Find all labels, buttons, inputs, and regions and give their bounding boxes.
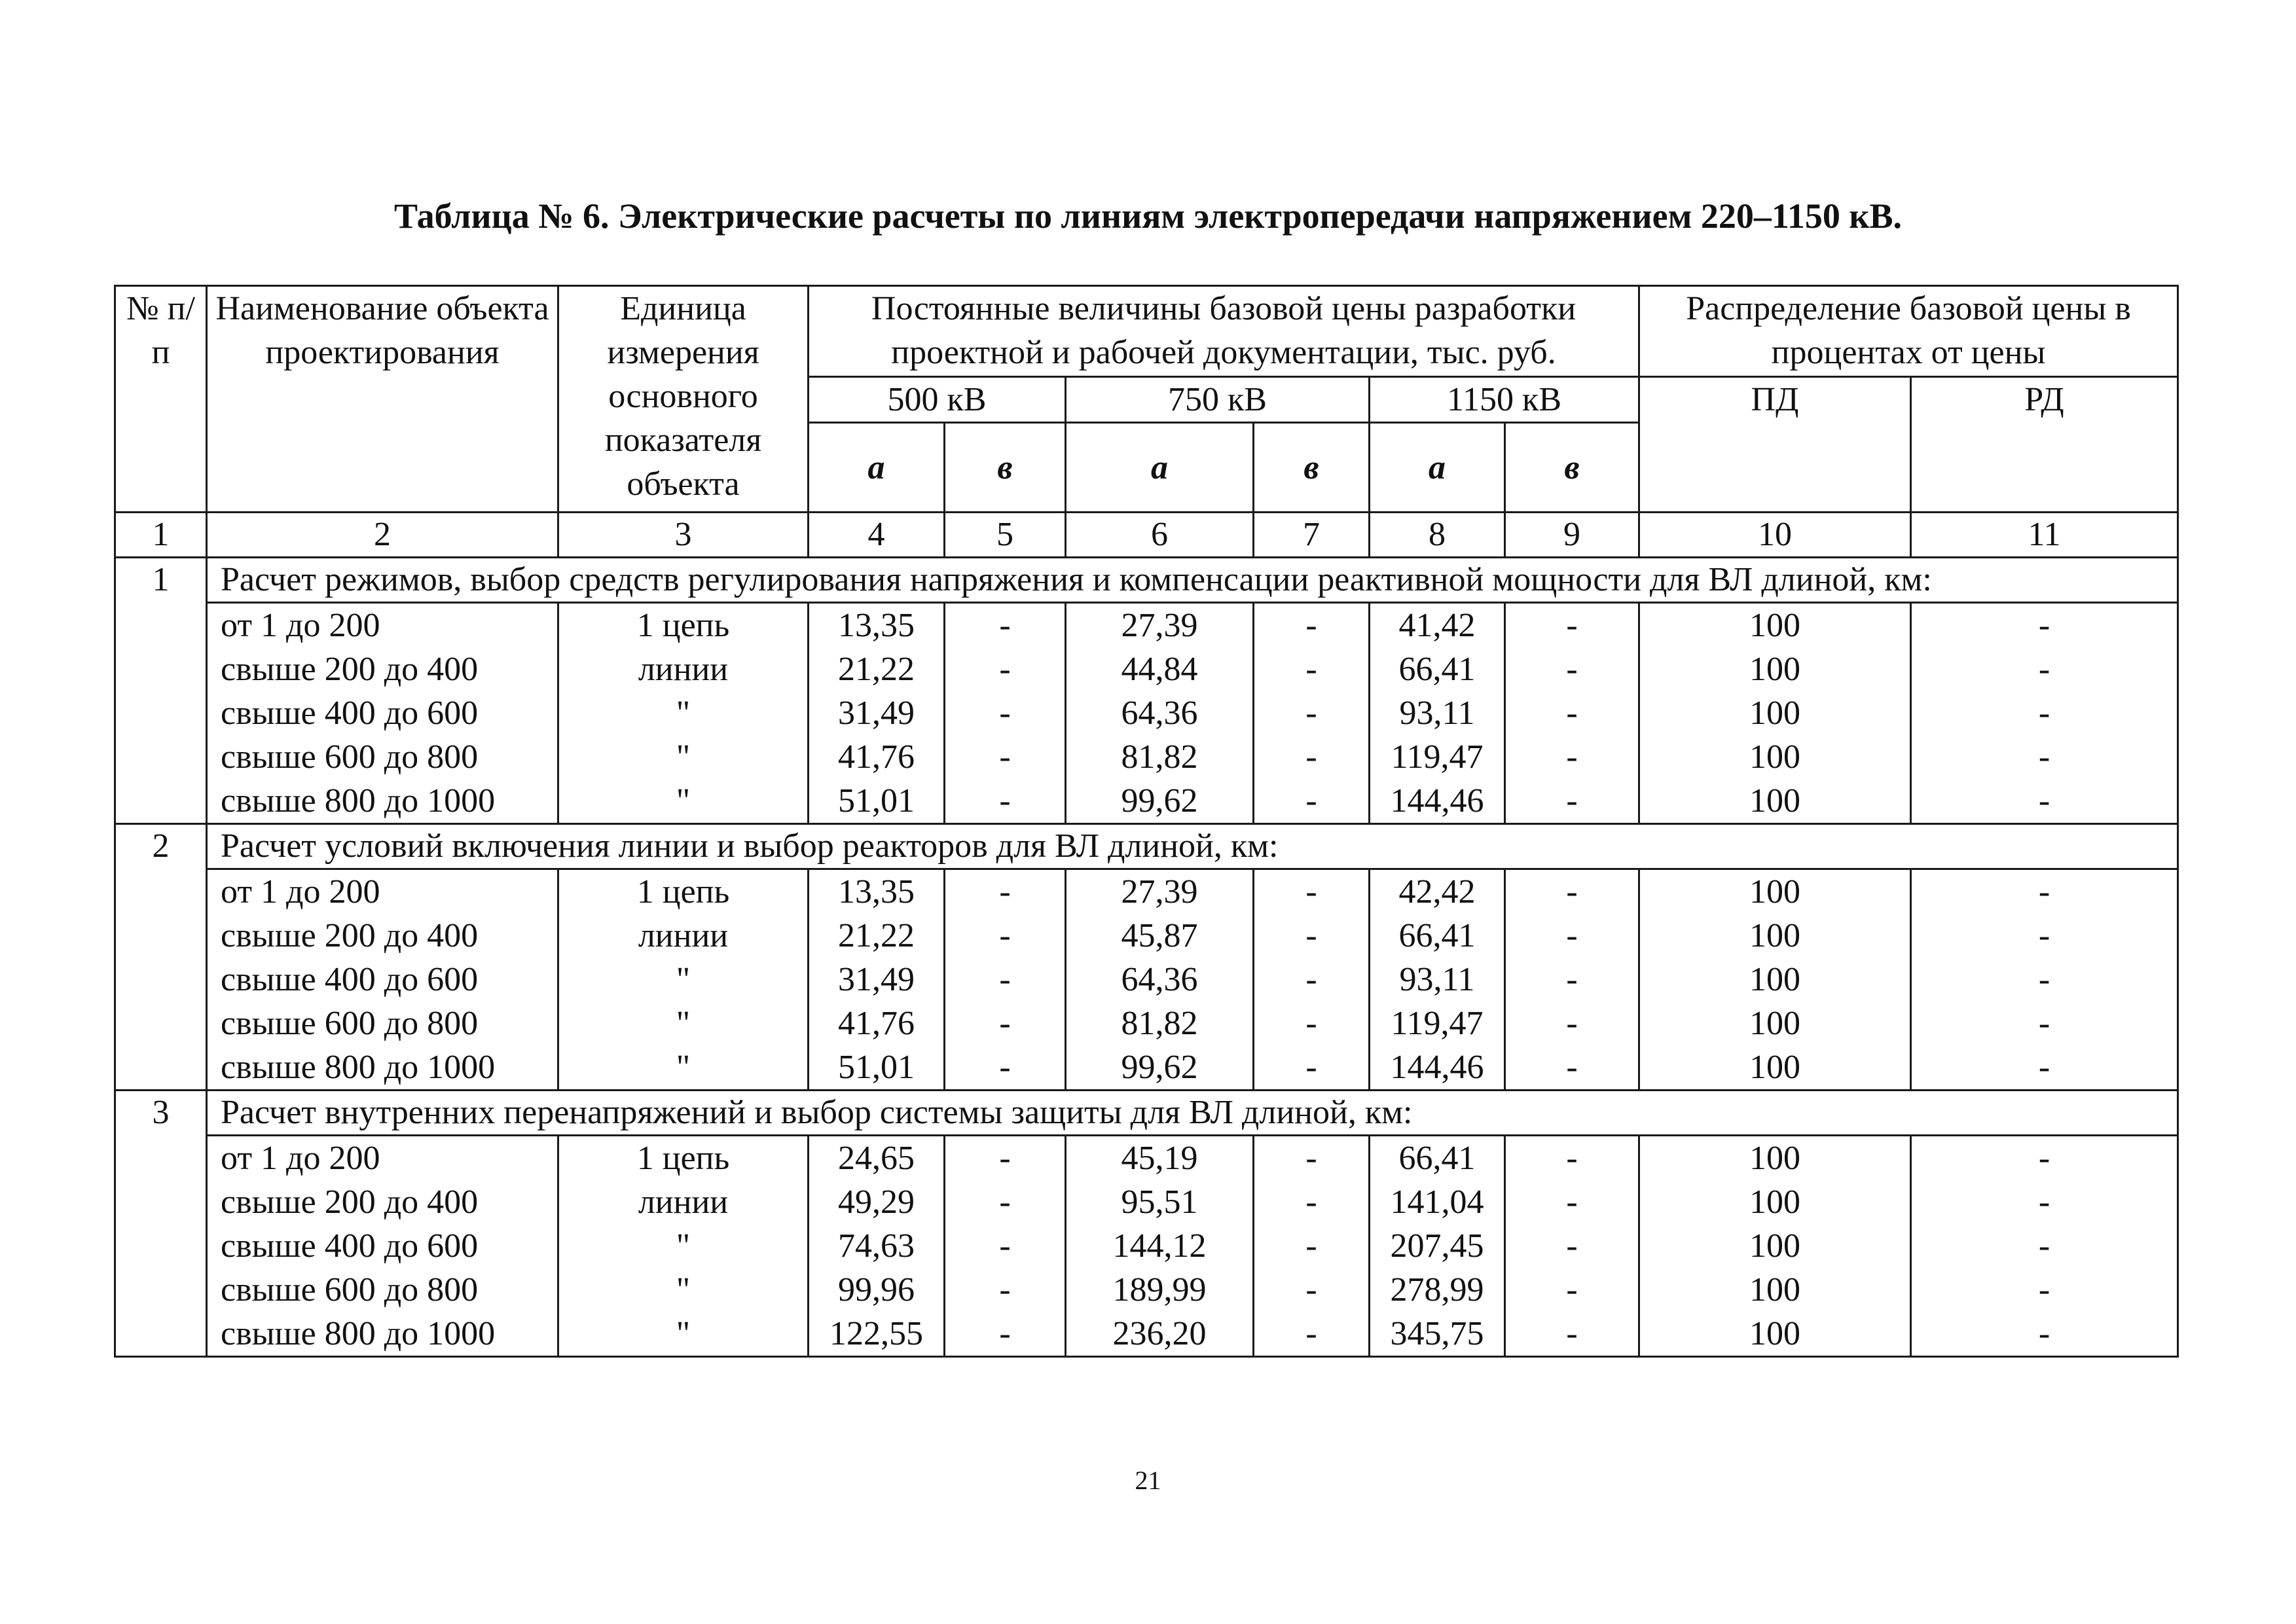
row-name: свыше 400 до 600 [207,1224,558,1268]
table-cell: - [945,603,1066,648]
header-1150kv: 1150 кВ [1370,377,1639,423]
row-name: свыше 600 до 800 [207,1001,558,1045]
table-cell: 81,82 [1066,1001,1254,1045]
table-cell: 66,41 [1370,1136,1505,1181]
table-cell: 27,39 [1066,603,1254,648]
row-name: свыше 200 до 400 [207,1180,558,1224]
header-name: Наименование объекта проектирования [207,286,558,513]
table-cell: - [1911,1001,2178,1045]
row-name: свыше 600 до 800 [207,735,558,779]
table-cell: - [1505,691,1639,735]
col-num: 9 [1505,513,1639,558]
table-cell: - [1254,1001,1370,1045]
table-cell: 13,35 [809,603,945,648]
table-cell: 345,75 [1370,1312,1505,1357]
col-num: 8 [1370,513,1505,558]
col-num: 6 [1066,513,1254,558]
table-cell: - [1254,1180,1370,1224]
table-cell: 93,11 [1370,691,1505,735]
table-row [115,691,2178,735]
header-const-prices: Постоянные величины базовой цены разработки проектной и рабочей документации, тыс. руб. [809,286,1639,377]
row-name: от 1 до 200 [207,869,558,914]
table-cell: 42,42 [1370,869,1505,914]
table-cell: - [945,1136,1066,1181]
col-num: 4 [809,513,945,558]
table-cell: 100 [1639,1136,1911,1181]
table-cell: 100 [1639,1224,1911,1268]
table-cell: - [945,1268,1066,1312]
row-name: свыше 800 до 1000 [207,1045,558,1091]
table-cell: " [558,1268,809,1312]
section-title-row [115,824,2178,869]
table-cell: 24,65 [809,1136,945,1181]
table-cell: - [1911,691,2178,735]
table-cell: - [1911,914,2178,958]
table-cell: 49,29 [809,1180,945,1224]
table-cell: - [1505,1180,1639,1224]
table-row [115,735,2178,779]
table-row [115,1268,2178,1312]
table-row [115,958,2178,1001]
table-cell: 236,20 [1066,1312,1254,1357]
table-cell: 51,01 [809,779,945,824]
table-cell: - [945,691,1066,735]
row-name: свыше 200 до 400 [207,914,558,958]
table-cell: 93,11 [1370,958,1505,1001]
table-cell: - [1911,958,2178,1001]
table-cell: 13,35 [809,869,945,914]
table-cell: - [1254,647,1370,691]
col-num: 7 [1254,513,1370,558]
table-row [115,1136,2178,1181]
table-cell: 64,36 [1066,958,1254,1001]
table-cell: - [1911,779,2178,824]
column-numbers-row [115,513,2178,558]
table-cell: - [1911,647,2178,691]
table-cell: 100 [1639,1268,1911,1312]
table-cell: - [1505,735,1639,779]
table-cell: 100 [1639,1312,1911,1357]
table-cell: " [558,958,809,1001]
table-cell: 1 цепь [558,603,809,648]
table-cell: - [945,1224,1066,1268]
table-cell: 1 цепь [558,869,809,914]
table-cell: 100 [1639,914,1911,958]
header-750kv: 750 кВ [1066,377,1370,423]
table-cell: - [1505,958,1639,1001]
table-row [115,914,2178,958]
header-1150-v: в [1505,423,1639,513]
col-num: 3 [558,513,809,558]
table-cell: - [945,869,1066,914]
table-cell: - [1911,735,2178,779]
table-cell: - [1254,1268,1370,1312]
table-cell: - [1254,1136,1370,1181]
table-cell: " [558,1312,809,1357]
table-cell: 21,22 [809,647,945,691]
table-cell: - [1254,869,1370,914]
table-cell: 100 [1639,779,1911,824]
table-cell: - [1505,1001,1639,1045]
row-name: свыше 200 до 400 [207,647,558,691]
table-cell: - [1254,603,1370,648]
section-title: Расчет условий включения линии и выбор реакторов для ВЛ длиной, км: [207,824,2178,869]
table-cell: 100 [1639,958,1911,1001]
table-cell: 41,76 [809,1001,945,1045]
table-cell: 189,99 [1066,1268,1254,1312]
table-cell: - [1911,1268,2178,1312]
table-cell: - [945,914,1066,958]
table-cell: " [558,691,809,735]
table-cell: 66,41 [1370,914,1505,958]
table-cell: линии [558,647,809,691]
table-cell: - [1254,1224,1370,1268]
table-cell: " [558,1224,809,1268]
table-cell: - [1505,869,1639,914]
table-cell: 99,62 [1066,779,1254,824]
table-cell: 100 [1639,1001,1911,1045]
table-cell: 51,01 [809,1045,945,1091]
section-title-row [115,558,2178,603]
table-cell: - [945,1001,1066,1045]
header-500-v: в [945,423,1066,513]
table-cell: " [558,735,809,779]
calculation-table [114,285,2179,1358]
table-row [115,1001,2178,1045]
table-cell: 119,47 [1370,735,1505,779]
header-distribution: Распределение базовой цены в процентах от цены [1639,286,2178,377]
table-cell: - [1911,869,2178,914]
table-cell: 31,49 [809,691,945,735]
header-750-v: в [1254,423,1370,513]
table-row [115,1045,2178,1091]
table-cell: 100 [1639,1045,1911,1091]
table-cell: - [1254,735,1370,779]
table-cell: 31,49 [809,958,945,1001]
table-cell: - [1505,1312,1639,1357]
section-number: 2 [115,824,207,1091]
table-cell: " [558,1001,809,1045]
table-cell: - [1911,1224,2178,1268]
col-num: 10 [1639,513,1911,558]
table-cell: - [945,735,1066,779]
table-cell: - [945,1312,1066,1357]
table-row [115,779,2178,824]
table-cell: 66,41 [1370,647,1505,691]
table-cell: - [1911,1180,2178,1224]
table-cell: 1 цепь [558,1136,809,1181]
header-1150-a: а [1370,423,1505,513]
table-cell: линии [558,1180,809,1224]
table-row [115,1312,2178,1357]
table-cell: 74,63 [809,1224,945,1268]
row-name: свыше 400 до 600 [207,691,558,735]
section-title: Расчет режимов, выбор средств регулирования напряжения и компенсации реактивной мощности для ВЛ длиной, км: [207,558,2178,603]
table-cell: 64,36 [1066,691,1254,735]
header-row [115,286,2178,377]
header-pd: ПД [1639,377,1911,513]
table-cell: 141,04 [1370,1180,1505,1224]
table-cell: - [1911,1312,2178,1357]
page-number: 21 [1135,1466,1161,1495]
section-number: 1 [115,558,207,824]
table-cell: 100 [1639,603,1911,648]
table-cell: - [1505,1224,1639,1268]
table-cell: линии [558,914,809,958]
table-cell: - [1505,603,1639,648]
table-cell: 207,45 [1370,1224,1505,1268]
table-cell: 45,19 [1066,1136,1254,1181]
table-cell: - [1505,1045,1639,1091]
table-cell: 41,76 [809,735,945,779]
table-cell: 81,82 [1066,735,1254,779]
table-cell: - [945,779,1066,824]
table-cell: - [1254,1045,1370,1091]
table-cell: 144,46 [1370,1045,1505,1091]
table-cell: 100 [1639,647,1911,691]
row-name: свыше 600 до 800 [207,1268,558,1312]
table-row [115,603,2178,648]
col-num: 5 [945,513,1066,558]
table-cell: - [1505,1136,1639,1181]
header-rd: РД [1911,377,2178,513]
col-num: 1 [115,513,207,558]
table-row [115,1224,2178,1268]
table-cell: - [1254,779,1370,824]
table-cell: 21,22 [809,914,945,958]
header-unit: Единица измерения основного показателя объекта [558,286,809,513]
table-cell: - [945,958,1066,1001]
table-cell: " [558,779,809,824]
header-500kv: 500 кВ [809,377,1066,423]
table-cell: - [1254,691,1370,735]
section-title-row [115,1091,2178,1136]
col-num: 11 [1911,513,2178,558]
table-cell: 100 [1639,1180,1911,1224]
section-title: Расчет внутренних перенапряжений и выбор системы защиты для ВЛ длиной, км: [207,1091,2178,1136]
table-cell: 45,87 [1066,914,1254,958]
table-cell: - [1911,1136,2178,1181]
row-name: от 1 до 200 [207,603,558,648]
table-cell: - [1505,1268,1639,1312]
table-title: Таблица № 6. Электрические расчеты по линиям электропередачи напряжением 220–1150 кВ. [393,196,1903,236]
table-cell: 278,99 [1370,1268,1505,1312]
table-cell: - [1254,958,1370,1001]
table-cell: - [1505,647,1639,691]
row-name: свыше 800 до 1000 [207,1312,558,1357]
table-cell: - [1911,603,2178,648]
table-cell: - [945,1045,1066,1091]
table-cell: 100 [1639,735,1911,779]
table-cell: " [558,1045,809,1091]
header-no: № п/п [115,286,207,513]
header-500-a: а [809,423,945,513]
table-cell: 144,46 [1370,779,1505,824]
table-cell: 27,39 [1066,869,1254,914]
table-cell: - [945,647,1066,691]
table-cell: 44,84 [1066,647,1254,691]
table-cell: 122,55 [809,1312,945,1357]
row-name: свыше 800 до 1000 [207,779,558,824]
table-cell: - [945,1180,1066,1224]
section-number: 3 [115,1091,207,1357]
table-cell: 100 [1639,691,1911,735]
table-cell: - [1254,1312,1370,1357]
header-750-a: а [1066,423,1254,513]
table-row [115,869,2178,914]
table-cell: 95,51 [1066,1180,1254,1224]
table-cell: 99,62 [1066,1045,1254,1091]
table-cell: 41,42 [1370,603,1505,648]
table-cell: 99,96 [809,1268,945,1312]
table-cell: - [1505,914,1639,958]
table-cell: - [1254,914,1370,958]
table-cell: - [1505,779,1639,824]
table-cell: 144,12 [1066,1224,1254,1268]
table-row [115,647,2178,691]
table-cell: 100 [1639,869,1911,914]
row-name: свыше 400 до 600 [207,958,558,1001]
table-cell: - [1911,1045,2178,1091]
table-cell: 119,47 [1370,1001,1505,1045]
row-name: от 1 до 200 [207,1136,558,1181]
col-num: 2 [207,513,558,558]
table-row [115,1180,2178,1224]
